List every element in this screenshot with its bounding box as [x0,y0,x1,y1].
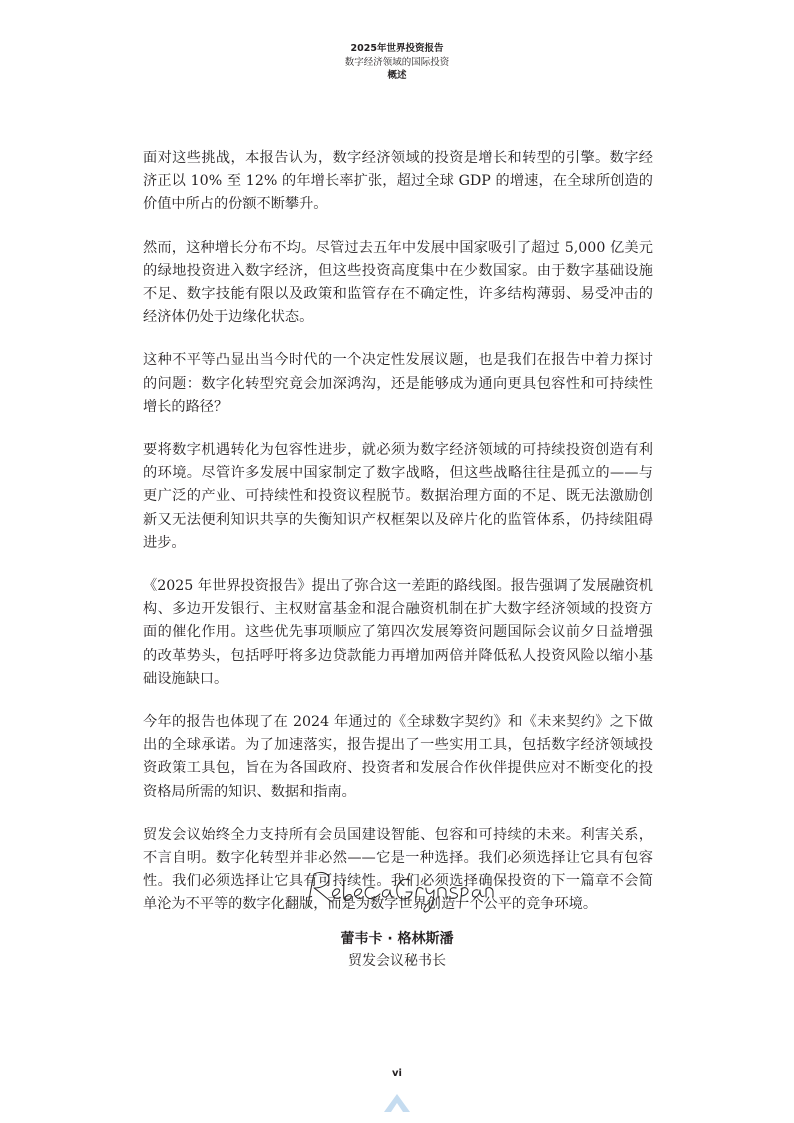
paragraph: 然而，这种增长分布不均。尽管过去五年中发展中国家吸引了超过 5,000 亿美元的绿地投资进入数字经济，但这些投资高度集中在少数国家。由于数字基础设施不足、数字技能有限以及政策和监管存在不确定性，许多结构薄弱、易受冲击的经济体仍处于边缘化状态。 [143,239,653,326]
scroll-top-button[interactable] [381,1088,413,1116]
signer-name: 蕾韦卡 · 格林斯潘 [340,931,454,947]
paragraph: 今年的报告也体现了在 2024 年通过的《全球数字契约》和《未来契约》之下做出的全球承诺。为了加速落实，报告提出了一些实用工具，包括数字经济领域投资政策工具包，旨在为各国政府、投资者和发展合作伙伴提供应对不断变化的投资格局所需的知识、数据和指南。 [143,714,653,800]
paragraph: 贸发会议始终全力支持所有会员国建设智能、包容和可持续的未来。利害关系，不言自明。数字化转型并非必然——它是一种选择。我们必须选择让它具有包容性。我们必须选择让它具有可持续性。我们必须选择确保投资的下一篇章不会简单沦为不平等的数字化翻版，而是为数字世界创造一个公平的竞争环境。 [143,826,653,913]
report-subtitle: 数字经济领域的国际投资 [344,56,450,68]
signer-title: 贸发会议秘书长 [348,953,446,969]
signature-image [300,866,496,916]
paragraph: 这种不平等凸显出当今时代的一个决定性发展议题，也是我们在报告中着力探讨的问题：数字化转型究竟会加深鸿沟，还是能够成为通向更具包容性和可持续性增长的路径？ [143,352,653,415]
signer-block [0,928,794,972]
paragraph: 要将数字机遇转化为包容性进步，就必须为数字经济领域的可持续投资创造有利的环境。尽管许多发展中国家制定了数字战略，但这些战略往往是孤立的——与更广泛的产业、可持续性和投资议程脱节。数据治理方面的不足、既无法激励创新又无法便利知识共享的失衡知识产权框架以及碎片化的监管体系，仍持续阻碍进步。 [143,442,653,551]
paragraph: 《2025 年世界投资报告》提出了弥合这一差距的路线图。报告强调了发展融资机构、多边开发银行、主权财富基金和混合融资机制在扩大数字经济领域的投资方面的催化作用。这些优先事项顺应了第四次发展筹资问题国际会议前夕日益增强的改革势头，包括呼吁将多边贷款能力再增加两倍并降低私人投资风险以缩小基础设施缺口。 [143,578,653,687]
body-text [143,147,653,937]
paragraph: 面对这些挑战，本报告认为，数字经济领域的投资是增长和转型的引擎。数字经济正以 10% 至 12% 的年增长率扩张，超过全球 GDP 的增速，在全球所创造的价值中所占的份额不断攀升。 [143,150,653,213]
section-title: 概述 [387,70,407,81]
page-header [0,42,794,83]
report-title: 2025年世界投资报告 [350,43,444,54]
chevron-up-icon [381,1088,413,1116]
page-number: vi [392,1068,402,1079]
